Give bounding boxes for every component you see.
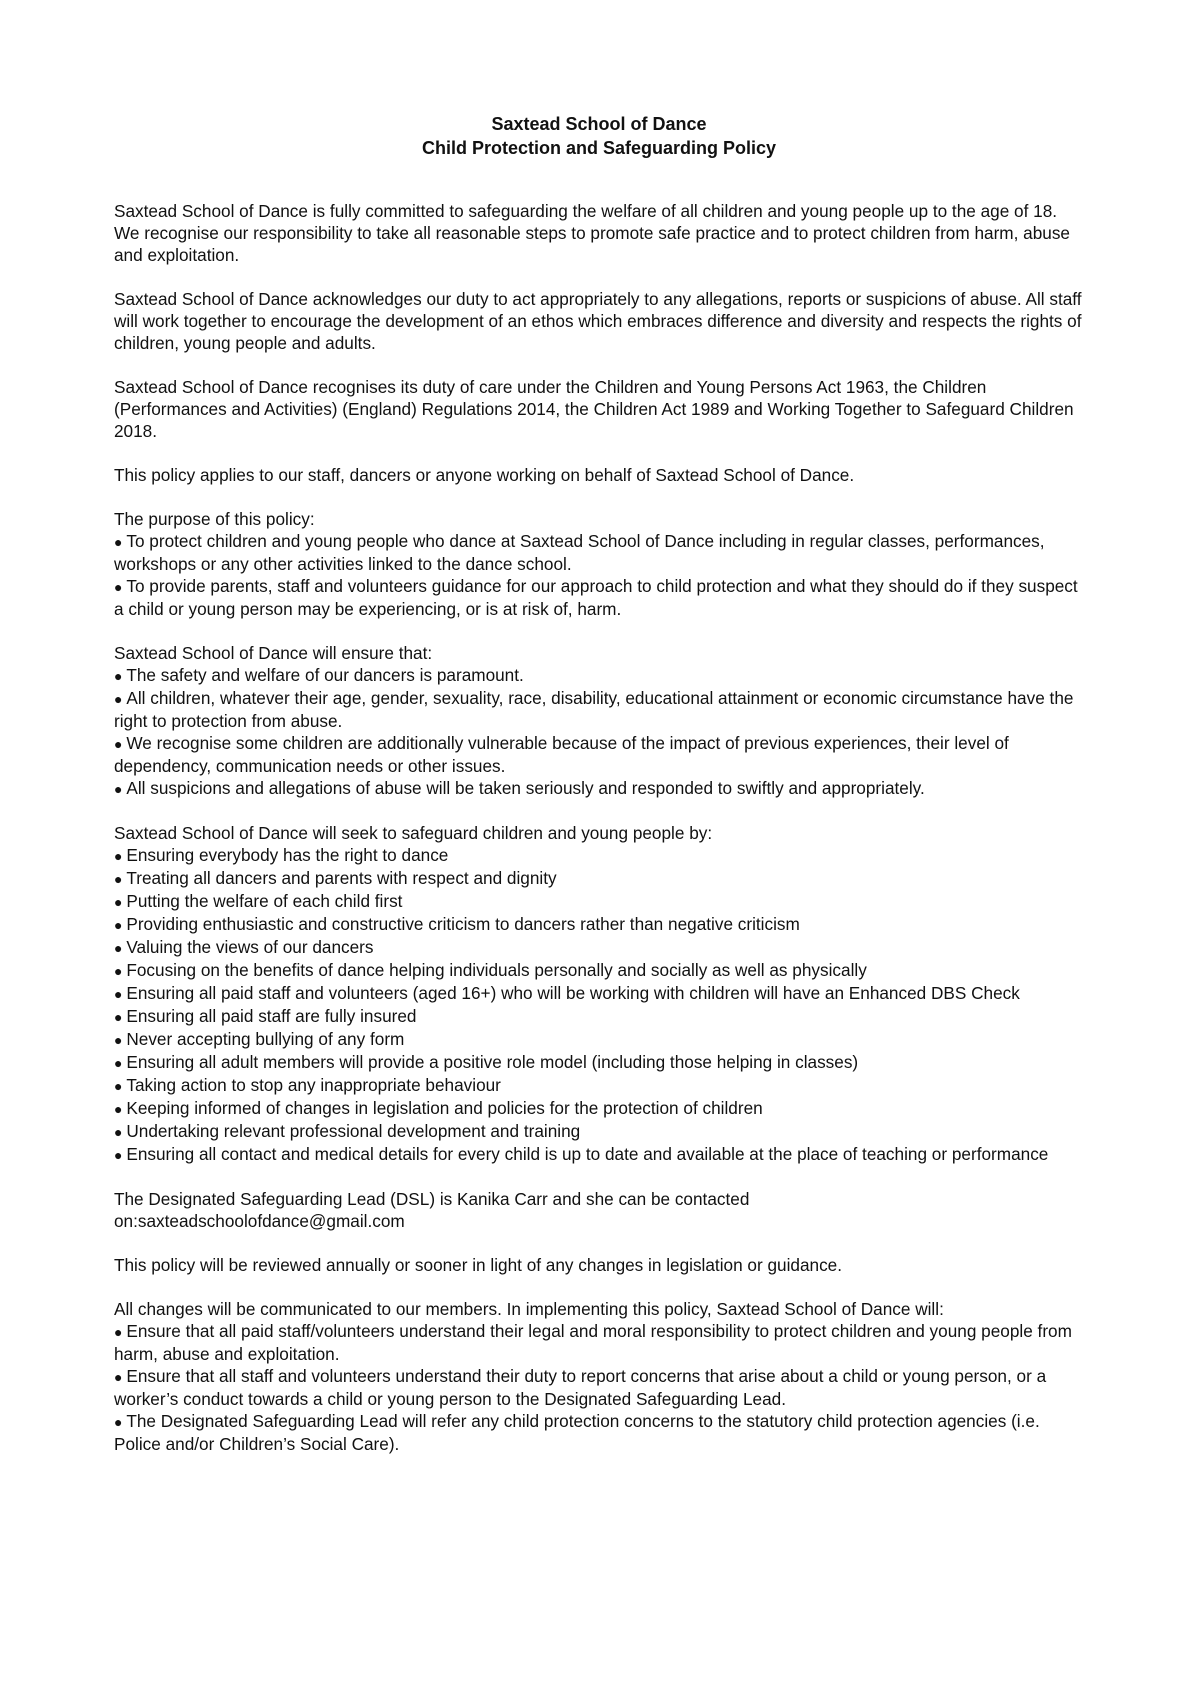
implementation-section (114, 1298, 1084, 1455)
purpose-item: ● To protect children and young people who dance at Saxtead School of Dance including in regular classes, performances, workshops or any other activities linked to the dance school. (114, 530, 1084, 575)
dsl-contact-paragraph (114, 1188, 1084, 1232)
scope-paragraph: This policy applies to our staff, dancers or anyone working on behalf of Saxtead School of Dance. (114, 465, 855, 485)
safeguard-item: ● Providing enthusiastic and constructive criticism to dancers rather than negative criticism (114, 913, 1084, 936)
policy-title: Child Protection and Safeguarding Policy (421, 138, 777, 158)
safeguard-section (114, 822, 1084, 1166)
implementation-item: ● Ensure that all paid staff/volunteers understand their legal and moral responsibility to protect children and young people from harm, abuse and exploitation. (114, 1320, 1084, 1365)
implementation-item: ● Ensure that all staff and volunteers understand their duty to report concerns that arise about a child or young person, or a worker’s conduct towards a child or young person to the Designated Safeguarding Lead. (114, 1365, 1084, 1410)
commitment-paragraph: Saxtead School of Dance is fully committed to safeguarding the welfare of all children and young people up to the age of 18. We recognise our responsibility to take all reasonable steps to promote safe practice and to protect children from harm, abuse and exploitation. (114, 201, 1070, 265)
safeguard-item: ● Treating all dancers and parents with respect and dignity (114, 867, 1084, 890)
review-paragraph: This policy will be reviewed annually or sooner in light of any changes in legislation or guidance. (114, 1255, 843, 1275)
safeguard-item: ● Ensuring all contact and medical details for every child is up to date and available at the place of teaching or performance (114, 1143, 1084, 1166)
safeguard-item: ● Ensuring all paid staff and volunteers (aged 16+) who will be working with children will have an Enhanced DBS Check (114, 982, 1084, 1005)
safeguard-item: ● Ensuring all paid staff are fully insured (114, 1005, 1084, 1028)
implementation-item: ● The Designated Safeguarding Lead will refer any child protection concerns to the statutory child protection agencies (i.e. Police and/or Children’s Social Care). (114, 1410, 1084, 1455)
duty-paragraph (114, 288, 1084, 354)
ensure-heading: Saxtead School of Dance will ensure that: (114, 643, 433, 663)
school-name: Saxtead School of Dance (491, 114, 707, 134)
duty-line: Saxtead School of Dance acknowledges our duty to act appropriately to any allegations, reports or suspicions of abuse. All staff will work together to encourage the development of an ethos which embraces difference and diversity and respects the rights of (114, 289, 1082, 331)
ensure-item: ● We recognise some children are additionally vulnerable because of the impact of previous experiences, their level of dependency, communication needs or other issues. (114, 732, 1084, 777)
implementation-heading: All changes will be communicated to our members. In implementing this policy, Saxtead School of Dance will: (114, 1299, 944, 1319)
safeguard-heading: Saxtead School of Dance will seek to safeguard children and young people by: (114, 823, 713, 843)
purpose-item: ● To provide parents, staff and volunteers guidance for our approach to child protection and what they should do if they suspect a child or young person may be experiencing, or is at risk of, harm. (114, 575, 1084, 620)
ensure-item: ● All children, whatever their age, gender, sexuality, race, disability, educational attainment or economic circumstance have the right to protection from abuse. (114, 687, 1084, 732)
document-title (114, 112, 1084, 160)
dsl-contact-line: The Designated Safeguarding Lead (DSL) is Kanika Carr and she can be contacted (114, 1189, 750, 1209)
purpose-section (114, 508, 1084, 620)
safeguard-item: ● Undertaking relevant professional development and training (114, 1120, 1084, 1143)
safeguard-item: ● Focusing on the benefits of dance helping individuals personally and socially as well as physically (114, 959, 1084, 982)
policy-document (114, 112, 1084, 1477)
purpose-heading: The purpose of this policy: (114, 509, 315, 529)
ensure-item: ● The safety and welfare of our dancers is paramount. (114, 664, 1084, 687)
ensure-item: ● All suspicions and allegations of abuse will be taken seriously and responded to swiftly and appropriately. (114, 777, 1084, 800)
safeguard-item: ● Ensuring everybody has the right to dance (114, 844, 1084, 867)
safeguard-item: ● Taking action to stop any inappropriate behaviour (114, 1074, 1084, 1097)
legislation-paragraph: Saxtead School of Dance recognises its duty of care under the Children and Young Persons Act 1963, the Children (Performances and Activities) (England) Regulations 2014, the Children Act 1989 and Working Together to Safeguard Children 2018. (114, 377, 1074, 441)
safeguard-item: ● Putting the welfare of each child first (114, 890, 1084, 913)
dsl-contact-email: on:saxteadschoolofdance@gmail.com (114, 1211, 405, 1231)
safeguard-item: ● Valuing the views of our dancers (114, 936, 1084, 959)
safeguard-item: ● Keeping informed of changes in legislation and policies for the protection of children (114, 1097, 1084, 1120)
duty-line: children, young people and adults. (114, 333, 376, 353)
safeguard-item: ● Never accepting bullying of any form (114, 1028, 1084, 1051)
ensure-section (114, 642, 1084, 800)
safeguard-item: ● Ensuring all adult members will provide a positive role model (including those helping in classes) (114, 1051, 1084, 1074)
